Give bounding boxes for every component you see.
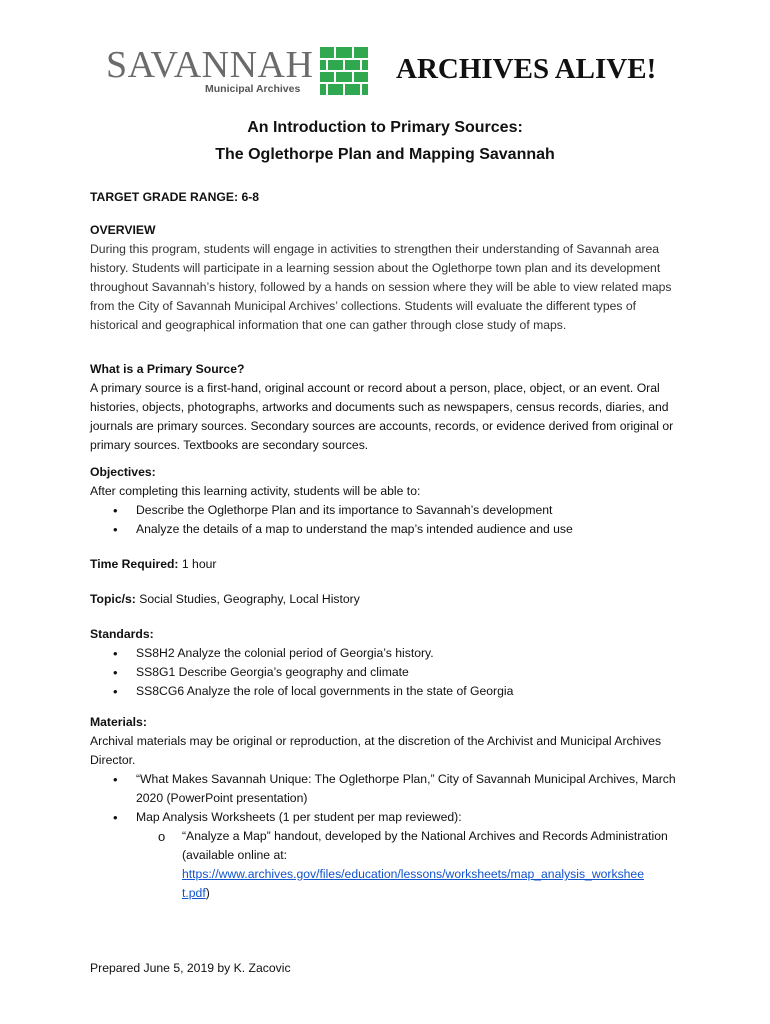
objectives-intro: After completing this learning activity, students will be able to: [90,484,421,498]
materials-intro: Archival materials may be original or reproduction, at the discretion of the Archivist and Municipal Archives Director. [90,734,662,767]
primary-source-section [90,360,680,455]
list-item: • SS8CG6 Analyze the role of local governments in the state of Georgia [90,682,680,701]
worksheet-link[interactable] [182,867,644,900]
time-required [90,555,680,574]
list-item: • SS8H2 Analyze the colonial period of Georgia’s history. [90,644,680,663]
time-label: Time Required: [90,557,179,571]
worksheet-link-part2[interactable]: t.pdf [182,886,206,900]
logo-wordmark: SAVANNAH [106,44,314,86]
materials-section [90,713,680,903]
handout-close-paren: ) [205,886,210,900]
topics-label: Topic/s: [90,592,136,606]
list-item [90,808,680,903]
standards-section [90,625,680,701]
primary-source-heading: What is a Primary Source? [90,362,245,376]
worksheet-link-part1[interactable]: https://www.archives.gov/files/education/lessons/worksheets/map_analysis_workshee [182,867,644,881]
objectives-heading: Objectives: [90,465,156,479]
primary-source-body: A primary source is a first-hand, original account or record about a person, place, object, or an event. Oral histories, objects, photographs, artworks and documents such as newspapers, census records, diaries, and journals are primary sources. Secondary sources are accounts, records, or evidence derived from original or primary sources. Textbooks are secondary sources. [90,381,674,452]
overview-body: During this program, students will engage in activities to strengthen their understanding of Savannah area history. Students will participate in a learning session about the Oglethorpe town plan and its development throughout Savannah’s history, followed by a hands on session where they will be able to view related maps from the City of Savannah Municipal Archives’ collections. Students will evaluate the different types of historical and geographical information that one can gather through close study of maps. [90,242,672,332]
list-item: • Describe the Oglethorpe Plan and its importance to Savannah’s development [90,501,680,520]
grade-range: TARGET GRADE RANGE: 6-8 [90,190,260,204]
doc-title-line2: The Oglethorpe Plan and Mapping Savannah [215,146,555,163]
list-item: • “What Makes Savannah Unique: The Oglethorpe Plan,” City of Savannah Municipal Archives, March 2020 (PowerPoint presentation) [90,770,680,808]
topics [90,590,680,609]
sub-list-item [90,827,680,903]
materials-item2-text: Map Analysis Worksheets (1 per student per map reviewed): [136,810,462,824]
standards-heading: Standards: [90,627,154,641]
banner-title: ARCHIVES ALIVE! [396,53,657,85]
time-value: 1 hour [178,557,217,571]
logo-subtitle: Municipal Archives [205,83,301,95]
overview-section [90,221,680,335]
footer-prepared-by: Prepared June 5, 2019 by K. Zacovic [90,961,291,975]
handout-text: “Analyze a Map” handout, developed by the National Archives and Records Administration (available online at: [182,829,668,862]
list-item: • SS8G1 Describe Georgia’s geography and climate [90,663,680,682]
archives-logo-icon [320,47,368,95]
doc-title-line1: An Introduction to Primary Sources: [247,119,523,136]
materials-heading: Materials: [90,715,147,729]
topics-value: Social Studies, Geography, Local History [135,592,360,606]
list-item: • Analyze the details of a map to understand the map’s intended audience and use [90,520,680,539]
objectives-section [90,463,680,539]
overview-heading: OVERVIEW [90,223,156,237]
